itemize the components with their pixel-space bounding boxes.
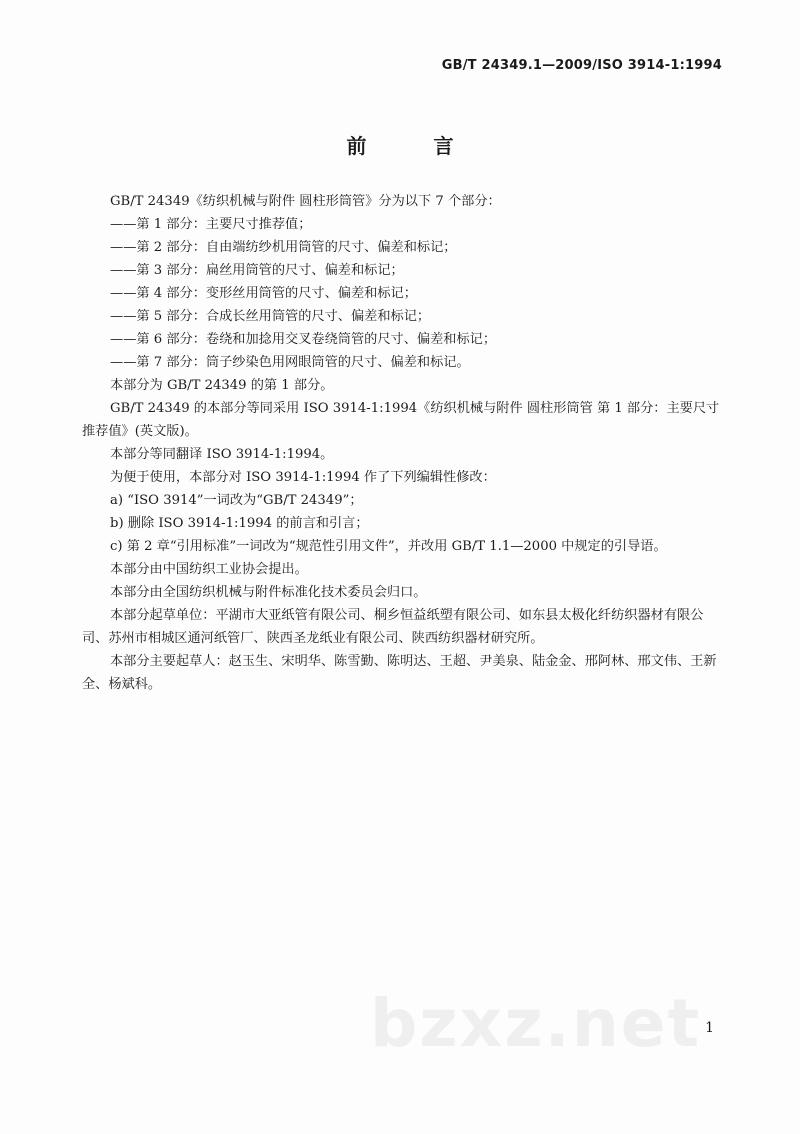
- standard-code-header: GB/T 24349.1—2009/ISO 3914-1:1994: [441, 58, 722, 73]
- list-item-part-5: ——第 5 部分：合成长丝用筒管的尺寸、偏差和标记；: [110, 309, 431, 324]
- foreword-body: [82, 190, 722, 696]
- list-item-part-4: ——第 4 部分：变形丝用筒管的尺寸、偏差和标记；: [110, 286, 417, 301]
- watermark-text: bzxz.net: [370, 985, 702, 1062]
- paragraph-edits-intro: 为便于使用，本部分对 ISO 3914-1:1994 作了下列编辑性修改：: [110, 470, 496, 485]
- page-title: 前 言: [346, 134, 484, 158]
- page-number: 1: [705, 1020, 714, 1036]
- paragraph-part-note: 本部分为 GB/T 24349 的第 1 部分。: [110, 378, 334, 393]
- list-item-part-3: ——第 3 部分：扁丝用筒管的尺寸、偏差和标记；: [110, 263, 404, 278]
- list-item-edit-a: a) “ISO 3914”一词改为“GB/T 24349”；: [110, 493, 363, 508]
- paragraph-committee: 本部分由全国纺织机械与附件标准化技术委员会归口。: [110, 585, 427, 600]
- paragraph-drafters: 本部分主要起草人：赵玉生、宋明华、陈雪勤、陈明达、王超、尹美泉、陆金金、邢阿林、邢文伟、王新全、杨斌科。: [82, 654, 717, 692]
- list-item-part-1: ——第 1 部分：主要尺寸推荐值；: [110, 217, 312, 232]
- list-item-part-6: ——第 6 部分：卷绕和加捻用交叉卷绕筒管的尺寸、偏差和标记；: [110, 332, 497, 347]
- list-item-edit-c: c) 第 2 章“引用标准”一词改为“规范性引用文件”，并改用 GB/T 1.1—2000 中规定的引导语。: [110, 539, 667, 554]
- list-item-edit-b: b) 删除 ISO 3914-1:1994 的前言和引言；: [110, 516, 369, 531]
- paragraph-intro: GB/T 24349《纺织机械与附件 圆柱形筒管》分为以下 7 个部分：: [110, 194, 501, 209]
- paragraph-translation: 本部分等同翻译 ISO 3914-1:1994。: [110, 447, 334, 462]
- paragraph-drafting-units: 本部分起草单位：平湖市大亚纸管有限公司、桐乡恒益纸塑有限公司、如东县太极化纤纺织器材有限公司、苏州市相城区通河纸管厂、陕西圣龙纸业有限公司、陕西纺织器材研究所。: [82, 608, 704, 646]
- paragraph-proposer: 本部分由中国纺织工业协会提出。: [110, 562, 308, 577]
- list-item-part-7: ——第 7 部分：筒子纱染色用网眼筒管的尺寸、偏差和标记。: [110, 355, 470, 370]
- paragraph-adoption: GB/T 24349 的本部分等同采用 ISO 3914-1:1994《纺织机械与附件 圆柱形筒管 第 1 部分：主要尺寸推荐值》(英文版)。: [82, 401, 720, 439]
- list-item-part-2: ——第 2 部分：自由端纺纱机用筒管的尺寸、偏差和标记；: [110, 240, 457, 255]
